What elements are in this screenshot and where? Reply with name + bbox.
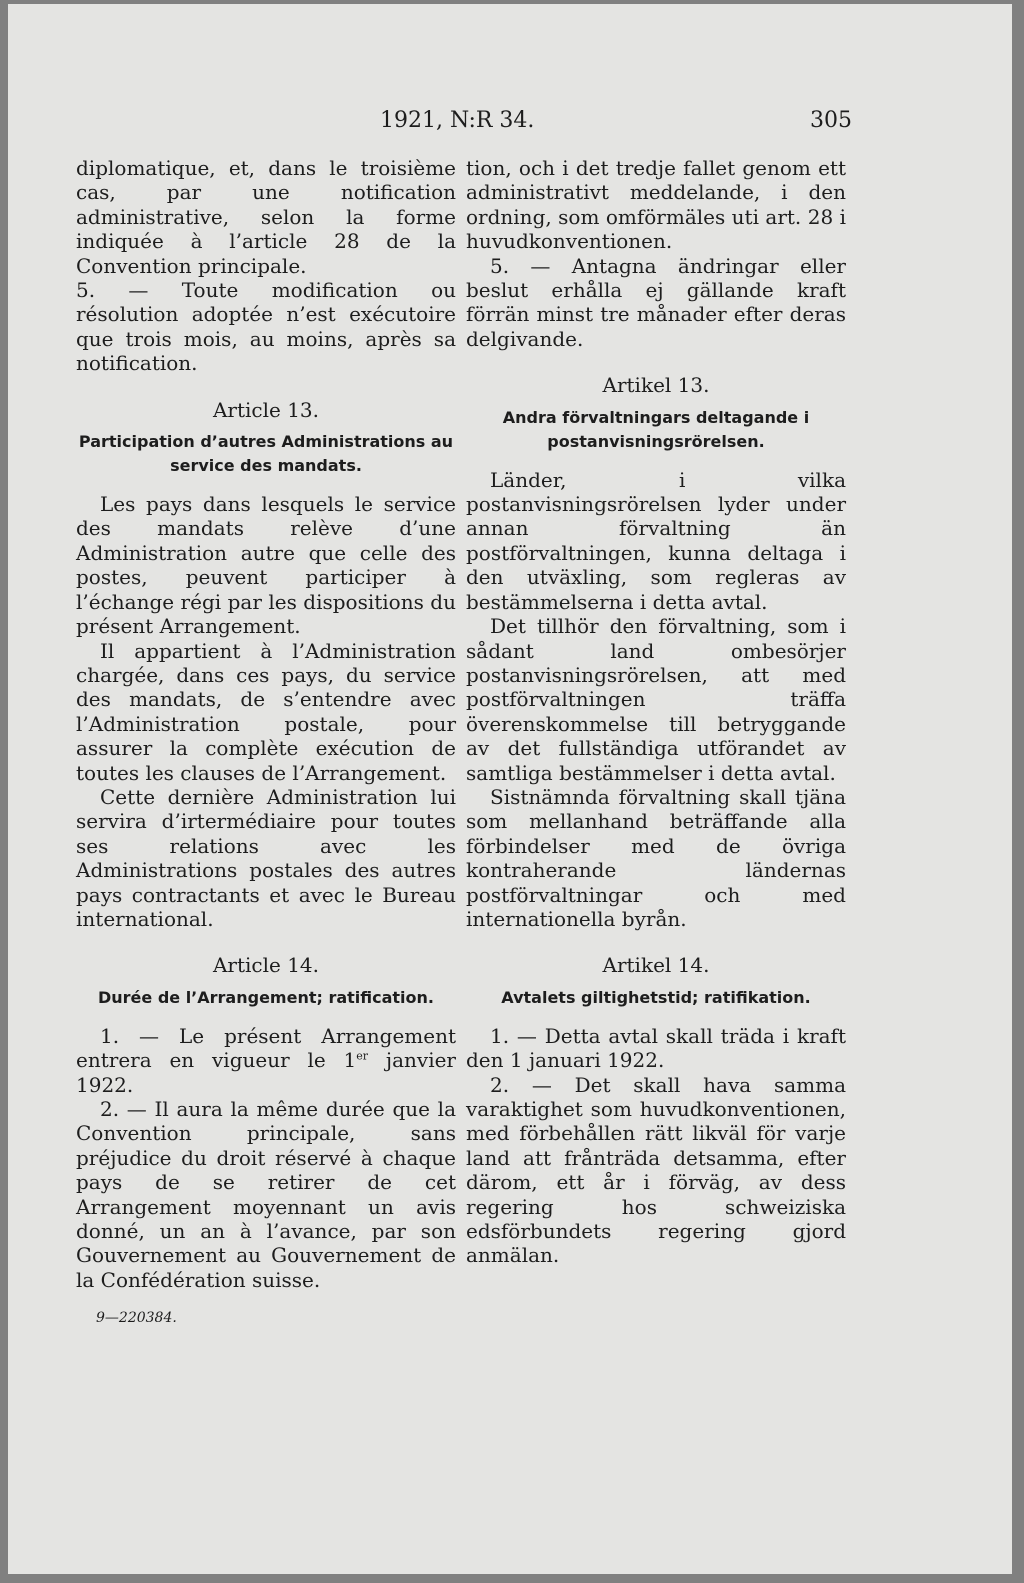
paragraph: tion, och i det tredje fallet genom ett administrativt meddelande, i den ordning, som omförmäles uti art. 28 i huvudkonventionen. [466, 156, 846, 254]
article-heading: Article 14. [212, 953, 320, 978]
paragraph: Les pays dans lesquels le service des mandats relève d’une Administration autre que celle des postes, peuvent participer à l’échange régi par les dispositions du présent Arrangement. [76, 492, 456, 639]
article-subheading: Avtalets giltighetstid; ratifikation. [501, 987, 811, 1007]
paragraph: Cette dernière Administration lui servira d’irtermédiaire pour toutes ses relations avec les Administrations postales des autres pays contractants et avec le Bureau international. [76, 784, 456, 931]
paragraph: Länder, i vilka postanvisningsrörelsen lyder under annan förvaltning än postförvaltningen, kunna deltaga i den utväxling, som regleras av bestämmelserna i detta avtal. [466, 467, 846, 614]
running-header: 1921, N:R 34. [380, 108, 535, 133]
paragraph: diplomatique, et, dans le troisième cas, par une notification administrative, selon la forme indiquée à l’article 28 de la Convention principale. [76, 156, 456, 278]
paragraph: 1. — Le présent Arrangement entrera en vigueur le 1er janvier 1922. [76, 1023, 456, 1097]
paragraph: 5. — Antagna ändringar eller beslut erhålla ej gällande kraft förrän minst tre månader efter deras delgivande. [466, 253, 846, 351]
document-page [8, 4, 1012, 1574]
paragraph: Sistnämnda förvaltning skall tjäna som mellanhand beträffande alla förbindelser med de övriga kontraherande ländernas postförvaltningar och med internationella byrån. [466, 784, 846, 931]
article-heading: Article 13. [212, 397, 320, 422]
article-subheading: Participation d’autres Administrations au service des mandats. [78, 432, 454, 476]
article-subheading: Durée de l’Arrangement; ratification. [97, 987, 434, 1007]
print-reference: 9—220384. [96, 1310, 177, 1327]
page-number: 305 [810, 108, 852, 133]
paragraph: 2. — Det skall hava samma varaktighet som huvudkonventionen, med förbehållen rätt likväl för varje land att frånträda detsamma, efter därom, ett år i förväg, av dess regering hos schweiziska edsförbundets regering gjord anmälan. [466, 1072, 846, 1268]
paragraph: 2. — Il aura la même durée que la Convention principale, sans préjudice du droit réservé à chaque pays de se retirer de cet Arrangement moyennant un avis donné, un an à l’avance, par son Gouvernement au Gouvernement de la Confédération suisse. [76, 1097, 456, 1292]
article-subheading: Andra förvaltningars deltagande i postanvisningsrörelsen. [502, 407, 810, 451]
article-heading: Artikel 13. [602, 373, 710, 398]
paragraph: Det tillhör den förvaltning, som i sådant land ombesörjer postanvisningsrörelsen, att med postförvaltningen träffa överenskommelse till betryggande av det fullständiga utförandet av samtliga bestämmelser i detta avtal. [466, 614, 846, 785]
paragraph: 5. — Toute modification ou résolution adoptée n’est exécutoire que trois mois, au moins, après sa notification. [76, 278, 456, 376]
paragraph: 1. — Detta avtal skall träda i kraft den 1 januari 1922. [466, 1023, 846, 1073]
swedish-column [466, 156, 846, 1268]
french-column [76, 156, 456, 1331]
paragraph: Il appartient à l’Administration chargée, dans ces pays, du service des mandats, de s’entendre avec l’Administration postale, pour assurer la complète exécution de toutes les clauses de l’Arrangement. [76, 638, 456, 785]
article-heading: Artikel 14. [602, 953, 710, 978]
